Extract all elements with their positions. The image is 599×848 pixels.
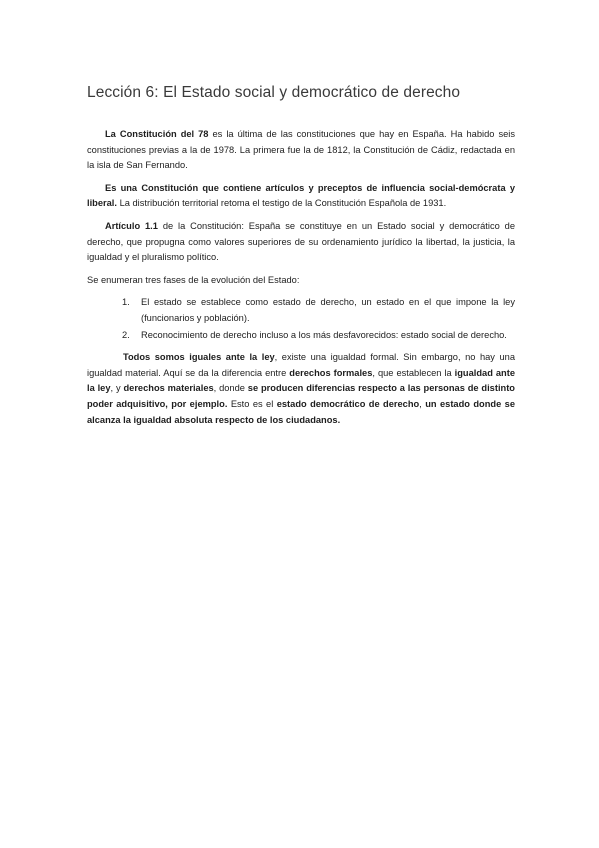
list-item-text: Reconocimiento de derecho incluso a los más desfavorecidos: estado social de derecho.: [141, 329, 507, 340]
paragraph-igualdad: [87, 350, 515, 428]
page-title: Lección 6: El Estado social y democrático de derecho: [87, 84, 461, 101]
bold-text: La Constitución del 78: [105, 129, 209, 139]
body-text: de la Constitución: España se constituye en un Estado social y democrático de derecho, que propugna como valores superiores de su ordenamiento jurídico la libertad, la justicia, la igualdad y el pluralismo político.: [87, 220, 515, 263]
list-item: [122, 328, 515, 344]
body-text: , existe una igualdad formal. Sin embargo, no hay una igualdad material. Aquí se da la diferencia entre: [87, 352, 515, 378]
body-text: , que establecen la: [372, 367, 455, 378]
bold-text: igualdad ante la ley: [87, 367, 515, 394]
bold-text: derechos formales: [289, 367, 373, 378]
paragraph-articulo-1-1: [87, 219, 515, 266]
list-item: [122, 295, 515, 326]
bold-text: Todos somos iguales ante la ley: [123, 352, 275, 363]
body-text: Se enumeran tres fases de la evolución del Estado:: [87, 274, 300, 285]
body-text: , donde: [213, 383, 248, 394]
bold-text: estado democrático de derecho: [276, 398, 420, 409]
list-number: 2.: [122, 329, 130, 340]
body-text: ,: [419, 398, 426, 409]
paragraph-fases: [87, 273, 515, 289]
bold-text: se producen diferencias respecto a las personas de distinto poder adquisitivo, por ejemplo.: [87, 383, 515, 409]
bold-text: derechos materiales: [123, 383, 214, 394]
bold-text: un estado donde se alcanza la igualdad absoluta respecto de los ciudadanos.: [87, 398, 515, 425]
body-text: es la última de las constituciones que hay en España. Ha habido seis constituciones previas a la de 1978. La primera fue la de 1812, la Constitución de Cádiz, redactada en la isla de San Fernando.: [87, 129, 515, 171]
body-text: Esto es el: [227, 398, 277, 409]
body-text: , y: [110, 383, 124, 394]
bold-text: Es una Constitución que contiene artículos y preceptos de influencia social-demócrata y liberal.: [87, 182, 515, 209]
list-item-text: El estado se establece como estado de derecho, un estado en el que impone la ley (funcionarios y población).: [141, 297, 515, 323]
document-body: [87, 127, 515, 435]
paragraph-constitucion-78: [87, 127, 515, 174]
bold-text: Artículo 1.1: [105, 220, 158, 231]
list-number: 1.: [122, 297, 130, 308]
body-text: La distribución territorial retoma el testigo de la Constitución Española de 1931.: [116, 198, 447, 209]
paragraph-influencia: [87, 181, 515, 212]
phases-list: [87, 295, 515, 343]
